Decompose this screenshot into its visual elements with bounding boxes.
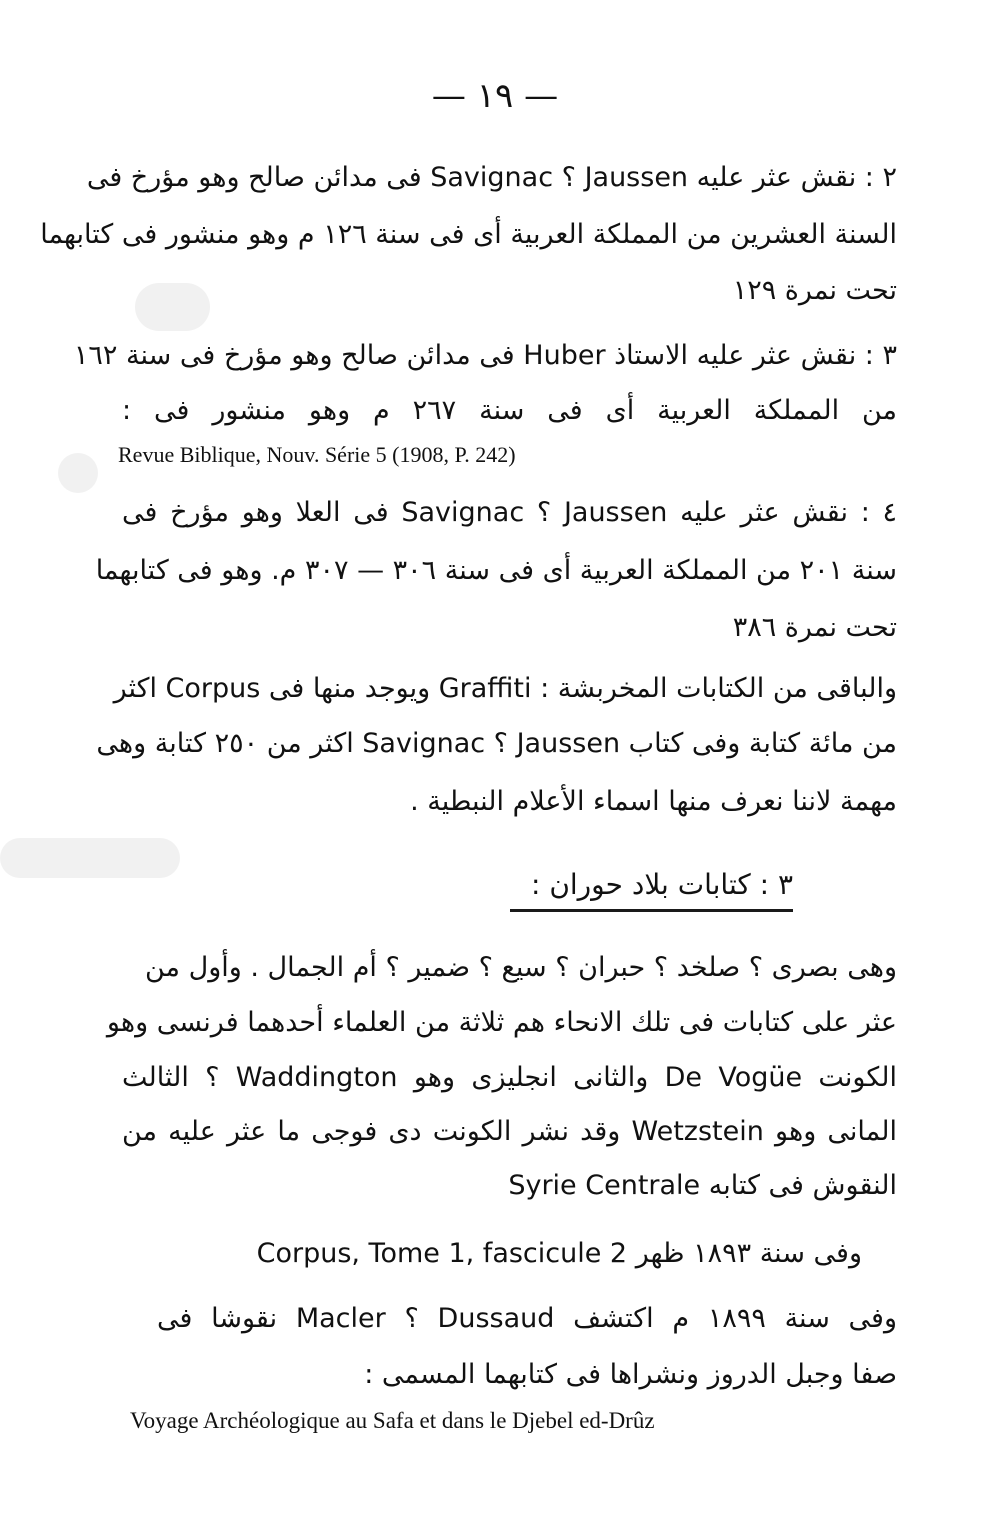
text-line: المانى وهو Wetzstein وقد نشر الكونت دى فوجى ما عثر عليه من — [122, 1116, 897, 1147]
text-line: من المملكة العربية أى فى سنة ٢٦٧ م وهو منشور فى : — [122, 395, 897, 426]
text-line: مهمة لاننا نعرف منها اسماء الأعلام النبطية . — [410, 786, 897, 817]
heading-underline — [510, 909, 793, 912]
text-line: ٢ : نقش عثر عليه Jaussen ؟ Savignac فى مدائن صالح وهو مؤرخ فى — [86, 162, 897, 193]
page-smudge — [0, 838, 180, 878]
latin-reference: Voyage Archéologique au Safa et dans le Djebel ed-Drûz — [130, 1408, 655, 1433]
text-line: وفى سنة ١٨٩٣ ظهر Corpus, Tome 1, fascicule 2 — [256, 1238, 862, 1269]
text-line: وفى سنة ١٨٩٩ م اكتشف Dussaud ؟ Macler نقوشا فى — [157, 1303, 897, 1334]
text-line: تحت نمرة ٣٨٦ — [732, 612, 897, 643]
section-heading: ٣ : كتابات بلاد حوران : — [530, 868, 793, 901]
text-line: عثر على كتابات فى تلك الانحاء هم ثلاثة من العلماء أحدهما فرنسى وهو — [106, 1007, 897, 1038]
text-line: السنة العشرين من المملكة العربية أى فى سنة ١٢٦ م وهو منشور فى كتابهما — [40, 219, 897, 250]
latin-reference: Revue Biblique, Nouv. Série 5 (1908, P. 242) — [118, 442, 516, 467]
text-line: من مائة كتابة وفى كتاب Jaussen ؟ Savignac اكثر من ٢٥٠ كتابة وهى — [96, 728, 897, 759]
text-line: والباقى من الكتابات المخربشة : Graffiti ويوجد منها فى Corpus اكثر — [113, 673, 897, 704]
text-line: صفا وجبل الدروز ونشراها فى كتابهما المسمى : — [364, 1359, 897, 1390]
text-line: تحت نمرة ١٢٩ — [732, 275, 897, 306]
text-line: النقوش فى كتابه Syrie Centrale — [508, 1170, 897, 1201]
page-number: — ١٩ — — [431, 76, 559, 116]
text-line: الكونت De Vogüe والثانى انجليزى وهو Waddington ؟ الثالث — [122, 1062, 897, 1093]
text-line: ٤ : نقش عثر عليه Jaussen ؟ Savignac فى العلا وهو مؤرخ فى — [122, 497, 898, 528]
text-line: وهى بصرى ؟ صلخد ؟ حبران ؟ سيع ؟ ضمير ؟ أم الجمال . وأول من — [144, 952, 897, 983]
text-line: ٣ : نقش عثر عليه الاستاذ Huber فى مدائن صالح وهو مؤرخ فى سنة ١٦٢ — [73, 340, 897, 371]
text-line: سنة ٢٠١ من المملكة العربية أى فى سنة ٣٠٦ — ٣٠٧ م. وهو فى كتابهما — [95, 555, 897, 586]
page-smudge — [58, 453, 98, 493]
page-smudge — [135, 283, 210, 331]
